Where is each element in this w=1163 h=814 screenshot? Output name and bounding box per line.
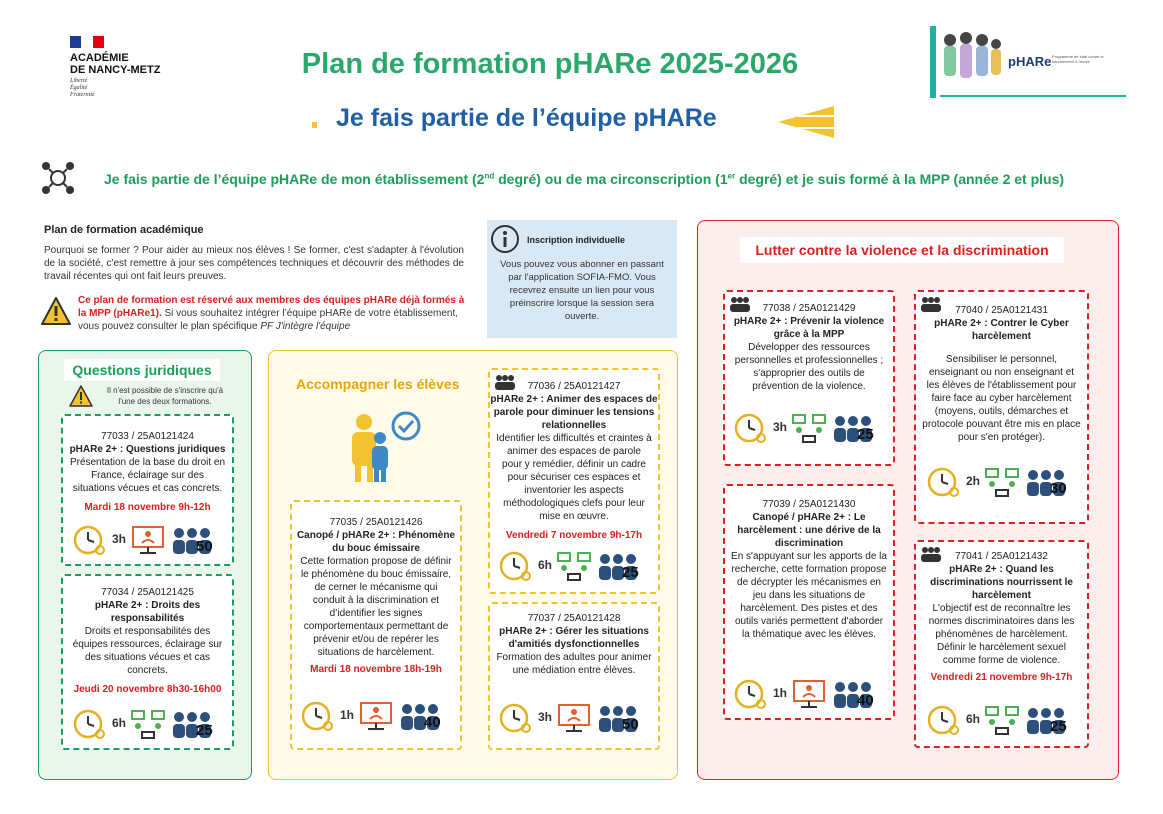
card-hours: 1h [773,686,788,700]
headline-part3: degré) et je suis formé à la MPP (année 2 et plus) [735,171,1065,187]
headline [104,171,1064,187]
card-code: 77035 / 25A0121426 [329,517,423,528]
clock-gear-icon [733,412,769,444]
card-date: Vendredi 7 novembre 9h-17h [505,530,643,541]
yellow-dot-decoration [312,122,317,128]
inscription-text: Vous pouvez vous abonner en passant par l'application SOFIA-FMO. Vous recevrez ensuite un lien pour vous préinscrire lorsque la session sera ouverte. [500,259,664,322]
clock-gear-icon [72,708,108,740]
card-hours: 6h [112,716,127,730]
workshop-people-icon [130,708,166,740]
intro-paragraph: Pourquoi se former ? Pour aider au mieux nos élèves ! Se former, c'est s'adapter à l'évolution de la société, c'est remettre à jour ses compétences techniques et découvrir des méthodes de travail récentes qui ont fait leurs preuves. [44,245,464,282]
logo-underline [940,95,1126,97]
workshop-people-icon [984,466,1020,498]
card-code: 77033 / 25A0121424 [101,431,194,442]
card-code: 77034 / 25A0121425 [101,587,194,598]
clock-gear-icon [926,466,962,498]
intro-warning [78,294,468,333]
inscription-title: Inscription individuelle [527,235,626,245]
juridique-title: Questions juridiques [64,359,220,381]
card-hours: 3h [538,710,553,724]
adult-child-check-icon [340,408,428,484]
card-places: 25 [1050,718,1067,735]
card-hours: 6h [538,558,553,572]
headline-part1: Je fais partie de l’équipe pHARe de mon établissement (2 [104,171,485,187]
computer-person-icon [358,700,394,732]
lutter-title: Lutter contre la violence et la discrimination [740,237,1064,263]
card-meta-77036 [498,550,639,582]
card-hours: 6h [966,712,981,726]
card-places: 40 [424,714,441,731]
card-title: pHARe 2+ : Prévenir la violence grâce à la MPP [733,316,885,340]
academy-name-line1: ACADÉMIE [70,52,129,64]
yellow-megaphone-icon [778,106,834,138]
card-code: 77041 / 25A0121432 [955,551,1048,562]
card-hours: 2h [966,474,981,488]
card-places: 25 [622,564,639,581]
clock-gear-icon [733,678,769,710]
card-hours: 1h [340,708,355,722]
card-description: En s'appuyant sur les apports de la recherche, cette formation propose de décrypter les mécanismes en jeu dans les situations de harcèlement. Des pistes et des outils variés permettent d'aborder la thématique avec les élèves. [731,551,887,640]
card-description: Formation des adultes pour animer une médiation entre élèves. [496,652,652,676]
card-description: Cette formation propose de définir le phénomène du bouc émissaire, de cerner le mécanisme qui conduit à la discrimination et d’identifier les signes comportementaux permettant de prévenir et/ou de repérer les situations de harcèlement. [300,556,452,658]
card-meta-77034 [72,708,213,740]
card-places: 25 [196,722,213,739]
page-subtitle: Je fais partie de l’équipe pHARe [336,104,717,132]
card-description: Développer des ressources personnelles et professionnelles ; s'approprier des outils de prévention de la violence. [734,342,884,392]
people-group-icon [930,26,1006,98]
card-title: pHARe 2+ : Gérer les situations d'amitiés dysfonctionnelles [499,626,649,650]
card-description: Droits et responsabilités des équipes ressources, éclairage sur des situations vécues et cas concrets. [72,626,223,676]
phare-logo [930,26,1126,98]
card-places: 40 [857,692,874,709]
card-meta-77041 [926,704,1067,736]
accompagner-title: Accompagner les élèves [296,376,460,392]
card-title: pHARe 2+ : Droits des responsabilités [94,600,201,624]
phare-tagline: Programme de lutte contre le harcèlement à l'école [1052,54,1104,64]
workshop-people-icon [556,550,592,582]
card-hours: 3h [773,420,788,434]
card-code: 77038 / 25A0121429 [762,303,856,314]
network-people-icon [38,158,78,198]
intro-heading: Plan de formation académique [44,224,204,236]
academy-logo [70,36,160,99]
phare-logo-text: pHARe [1008,54,1052,69]
card-code: 77040 / 25A0121431 [955,305,1048,316]
headline-sup2: er [727,171,736,181]
card-date: Jeudi 20 novembre 8h30-16h00 [73,684,222,695]
group-icon [920,296,942,314]
computer-person-icon [556,702,592,734]
card-code: 77036 / 25A0121427 [527,381,621,392]
inscription-box [487,220,677,338]
card-meta-77039 [733,678,874,710]
motto-fraternite: Fraternité [70,92,95,98]
warning-link-text: PF J'intègre l'équipe [260,321,351,332]
card-meta-77037 [498,702,639,734]
clock-gear-icon [926,704,962,736]
card-description: Présentation de la base du droit en France, éclairage sur des situations vécues et cas concrets. [69,457,226,494]
card-meta-77035 [300,700,441,732]
card-places: 25 [857,426,874,443]
warning-text: Si vous souhaitez intégrer l’équipe pHARe de votre établissement, vous pouvez consulter le plan spécifique [78,308,459,332]
motto-egalite: Égalité [70,85,88,91]
card-meta-77038 [733,412,874,444]
computer-person-icon [791,678,827,710]
workshop-people-icon [984,704,1020,736]
card-places: 50 [196,538,213,555]
card-title: Canopé / pHARe 2+ : Le harcèlement : une dérive de la discrimination [737,512,881,549]
card-code: 77039 / 25A0121430 [762,499,856,510]
card-title: pHARe 2+ : Questions juridiques [69,444,226,455]
workshop-people-icon [791,412,827,444]
page-title: Plan de formation pHARe 2025-2026 [301,48,799,80]
card-description: L'objectif est de reconnaître les normes discriminatoires dans les phénomènes de harcèlement. Définir le harcèlement sexuel comme forme de violence. [928,603,1075,666]
card-date: Vendredi 21 novembre 9h-17h [930,672,1073,683]
computer-person-icon [130,524,166,556]
group-icon [494,374,516,392]
card-description: Sensibiliser le personnel, enseignant ou non enseignant et les élèves de l'établissement pour faire face au cyber harcèlement (moyens, outils, démarches et protocole pouvant être mis en place pour s'en protéger). [922,354,1081,443]
clock-gear-icon [498,550,534,582]
info-icon [490,224,520,254]
card-title: Canopé / pHARe 2+ : Phénomène du bouc émissaire [296,530,456,554]
card-meta-77033 [72,524,213,556]
card-title: pHARe 2+ : Contrer le Cyber harcèlement [934,318,1069,342]
clock-gear-icon [72,524,108,556]
card-description: Identifier les difficultés et craintes à animer des espaces de parole pour y remédier, définir un cadre pour sécuriser ces espaces et inventorier les aspects méthodologiques clefs pour leur mise en œuvre. [496,433,652,522]
card-meta-77040 [926,466,1067,498]
card-places: 30 [1050,480,1067,497]
group-icon [920,546,942,564]
card-date: Mardi 18 novembre 9h-12h [84,502,211,513]
juridique-warning-icon [68,384,94,408]
juridique-note: Il n'est possible de s'inscrire qu'à l'une des deux formations. [106,386,224,406]
card-date: Mardi 18 novembre 18h-19h [310,664,442,675]
clock-gear-icon [498,702,534,734]
headline-sup1: nd [484,171,495,181]
headline-part2: degré) ou de ma circonscription (1 [494,171,728,187]
group-icon [729,296,751,314]
clock-gear-icon [300,700,336,732]
french-flag-icon [70,36,104,48]
warning-icon [40,296,72,326]
card-hours: 3h [112,532,127,546]
academy-name-line2: DE NANCY-METZ [70,64,161,76]
card-title: pHARe 2+ : Quand les discriminations nourrissent le harcèlement [930,564,1073,601]
card-code: 77037 / 25A0121428 [527,613,621,624]
card-places: 50 [622,716,639,733]
warning-red-text: Ce plan de formation est réservé aux membres des équipes pHARe déjà formés à la MPP (pHARe1). [78,295,465,319]
motto-liberte: Liberté [70,78,88,84]
card-title: pHARe 2+ : Animer des espaces de parole pour diminuer les tensions relationnelles [490,394,658,431]
